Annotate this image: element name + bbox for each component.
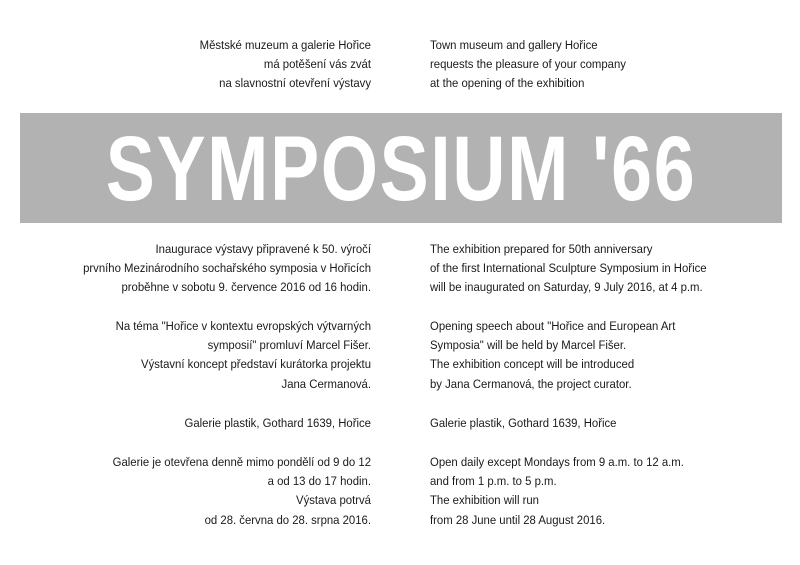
hours-cz-line-1: Galerie je otevřena denně mimo pondělí od 9 do 12 [112, 455, 371, 469]
speech-cz-line-3: Výstavní koncept představí kurátorka projektu [141, 357, 371, 372]
title-banner [20, 113, 782, 223]
speech-czech [63, 317, 371, 394]
header-cz-line-2: má potěšení vás zvát [263, 57, 371, 72]
hours-cz-line-2: a od 13 do 17 hodin. [267, 474, 371, 489]
inauguration-en-line-2: of the first International Sculpture Symposium in Hořice [430, 261, 707, 276]
speech-cz-line-4: Jana Cermanová. [281, 376, 371, 391]
hours-en-line-2: and from 1 p.m. to 5 p.m. [430, 474, 557, 489]
hours-en-line-4: from 28 June until 28 August 2016. [430, 512, 606, 527]
inauguration-czech [63, 240, 371, 298]
hours-cz-line-4: od 28. června do 28. srpna 2016. [204, 512, 371, 527]
speech-en-line-2: Symposia" will be held by Marcel Fišer. [430, 338, 627, 353]
header-english [430, 36, 765, 94]
speech-en-line-1: Opening speech about "Hořice and European Art [430, 319, 676, 333]
hours-en-line-3: The exhibition will run [430, 493, 539, 508]
hours-cz-line-3: Výstava potrvá [296, 493, 371, 508]
inauguration-cz-line-2: prvního Mezinárodního sochařského symposia v Hořicích [83, 261, 371, 276]
hours-en-line-1: Open daily except Mondays from 9 a.m. to 12 a.m. [430, 455, 684, 469]
venue-english [430, 414, 765, 433]
speech-en-line-3: The exhibition concept will be introduced [430, 357, 635, 372]
inauguration-cz-line-3: proběhne v sobotu 9. července 2016 od 16 hodin. [121, 280, 371, 295]
header-cz-line-3: na slavnostní otevření výstavy [219, 76, 371, 91]
inauguration-en-line-1: The exhibition prepared for 50th anniversary [430, 242, 653, 256]
inauguration-cz-line-1: Inaugurace výstavy připravené k 50. výročí [155, 242, 371, 256]
speech-en-line-4: by Jana Cermanová, the project curator. [430, 376, 632, 391]
hours-english [430, 453, 765, 530]
hours-czech [63, 453, 371, 530]
speech-english [430, 317, 765, 394]
venue-cz: Galerie plastik, Gothard 1639, Hořice [184, 416, 371, 430]
speech-cz-line-2: symposií" promluví Marcel Fišer. [207, 338, 371, 353]
venue-en: Galerie plastik, Gothard 1639, Hořice [430, 416, 617, 430]
inauguration-english [430, 240, 765, 298]
speech-cz-line-1: Na téma "Hořice v kontextu evropských výtvarných [115, 319, 371, 333]
header-en-line-3: at the opening of the exhibition [430, 76, 585, 91]
header-en-line-2: requests the pleasure of your company [430, 57, 626, 72]
header-cz-line-1: Městské muzeum a galerie Hořice [199, 38, 371, 52]
exhibition-title: SYMPOSIUM '66 [105, 118, 697, 220]
header-czech [63, 36, 371, 94]
venue-czech [63, 414, 371, 433]
header-en-line-1: Town museum and gallery Hořice [430, 38, 598, 52]
inauguration-en-line-3: will be inaugurated on Saturday, 9 July 2016, at 4 p.m. [430, 280, 703, 295]
